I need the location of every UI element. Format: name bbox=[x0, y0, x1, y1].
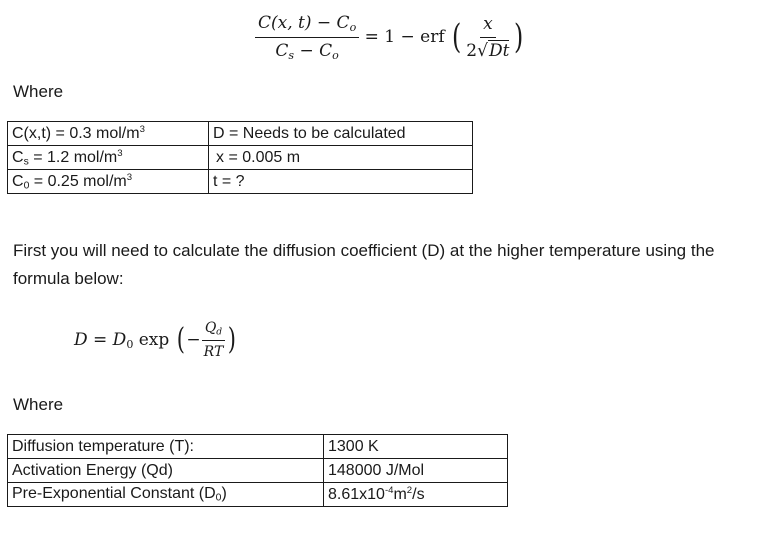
table-cell: D = Needs to be calculated bbox=[209, 122, 473, 146]
table-cell: x = 0.005 m bbox=[209, 146, 473, 170]
table-row bbox=[8, 483, 508, 507]
equation-lhs: $D = D_0$ bbox=[74, 329, 134, 351]
erf-argument-fraction bbox=[463, 14, 512, 61]
table-cell: Diffusion temperature (T): bbox=[8, 435, 324, 459]
parameters-table bbox=[7, 434, 508, 507]
where-label: Where bbox=[13, 395, 64, 414]
table-cell: 1300 K bbox=[324, 435, 508, 459]
table-row bbox=[8, 146, 473, 170]
table-cell: 148000 J/Mol bbox=[324, 459, 508, 483]
erf-denominator: 2√Dt bbox=[466, 40, 510, 61]
table-cell: $C_0 = 0.25$ mol/$m^3$ bbox=[8, 170, 209, 194]
table-cell: Activation Energy (Qd) bbox=[8, 459, 324, 483]
fraction-denominator: RT bbox=[203, 344, 224, 361]
right-paren: ) bbox=[514, 17, 524, 57]
fraction-numerator: C(x, $t) - C_o$ bbox=[255, 13, 359, 38]
arrhenius-equation bbox=[74, 316, 238, 364]
right-paren: ) bbox=[228, 322, 237, 357]
table-cell: t = ? bbox=[209, 170, 473, 194]
table-row bbox=[8, 435, 508, 459]
table-row bbox=[8, 459, 508, 483]
table-cell: C(x,t) = 0.3 mol/$m^3$ bbox=[8, 122, 209, 146]
fick-second-law-equation bbox=[255, 6, 526, 68]
table-row bbox=[8, 122, 473, 146]
minus-sign: − bbox=[186, 330, 201, 350]
table-cell: $C_s = 1.2$ mol/$m^3$ bbox=[8, 146, 209, 170]
erf-numerator: x bbox=[480, 14, 496, 38]
activation-fraction bbox=[201, 320, 227, 360]
fraction-denominator: $C_s - C_o$ bbox=[275, 40, 339, 62]
table-cell: $8.61x10^{-4}m^2/s$ bbox=[324, 483, 508, 507]
table-row bbox=[8, 170, 473, 194]
table-cell: Pre-Exponential Constant $(D_0)$ bbox=[8, 483, 324, 507]
left-paren: ( bbox=[176, 322, 185, 357]
exp-function: exp bbox=[133, 330, 175, 350]
given-values-table bbox=[7, 121, 473, 194]
instruction-paragraph: First you will need to calculate the diffusion coefficient (D) at the higher temperature using the formula below: bbox=[13, 241, 715, 288]
fraction-numerator: $Q_d$ bbox=[202, 320, 225, 341]
concentration-ratio-fraction bbox=[255, 13, 359, 62]
left-paren: ( bbox=[452, 17, 462, 57]
where-label: Where bbox=[13, 82, 64, 101]
equals-erf-text: = 1 − erf bbox=[359, 27, 451, 47]
